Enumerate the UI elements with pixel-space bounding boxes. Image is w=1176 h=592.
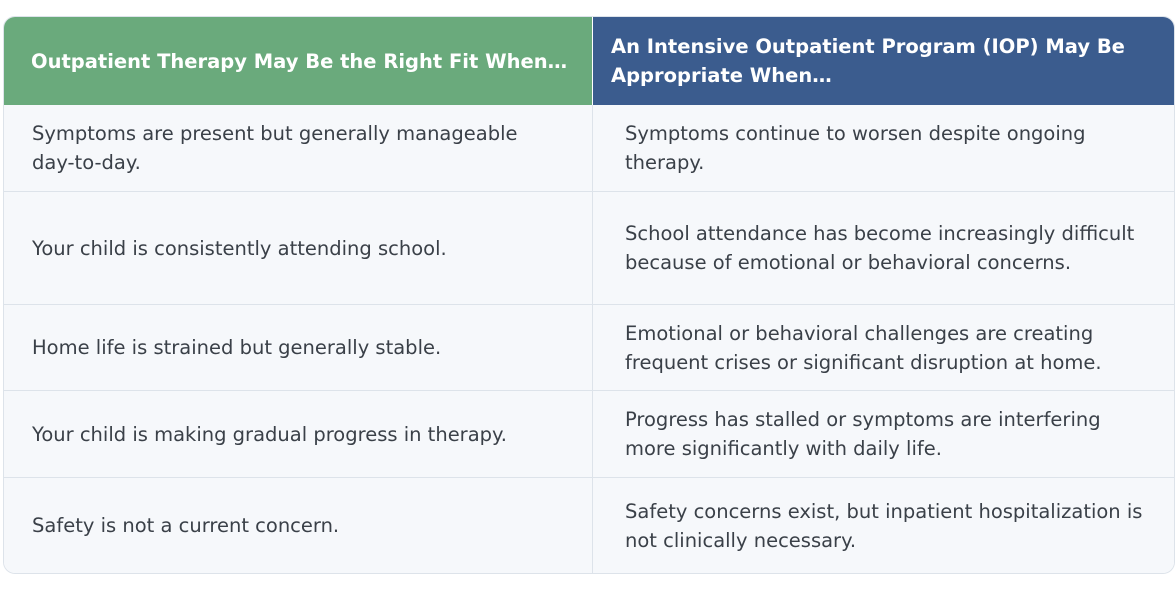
outpatient-header (4, 17, 593, 105)
iop-header (593, 17, 1174, 105)
outpatient-cell-text: Your child is consistently attending school. (32, 236, 447, 260)
outpatient-cell (4, 304, 593, 390)
outpatient-cell (4, 191, 593, 304)
iop-cell-text: School attendance has become increasingly difficult because of emotional or behavioral concerns. (625, 222, 1135, 274)
iop-cell-text: Emotional or behavioral challenges are creating frequent crises or significant disruption at home. (625, 321, 1102, 374)
iop-cell (593, 304, 1174, 390)
iop-header-text: An Intensive Outpatient Program (IOP) May Be Appropriate When… (611, 35, 1125, 87)
iop-cell (593, 390, 1174, 477)
outpatient-cell (4, 390, 593, 477)
iop-cell-text: Progress has stalled or symptoms are interfering more significantly with daily life. (625, 408, 1101, 460)
outpatient-cell-text: Safety is not a current concern. (32, 514, 340, 537)
iop-cell (593, 105, 1174, 191)
outpatient-header-text: Outpatient Therapy May Be the Right Fit When… (31, 49, 568, 73)
iop-cell (593, 191, 1174, 304)
outpatient-cell-text: Home life is strained but generally stable. (32, 336, 442, 359)
comparison-table (3, 16, 1175, 574)
iop-cell-text: Safety concerns exist, but inpatient hospitalization is not clinically necessary. (625, 499, 1143, 552)
outpatient-cell (4, 477, 593, 573)
outpatient-cell-text: Symptoms are present but generally manageable day-to-day. (32, 122, 518, 174)
outpatient-cell (4, 105, 593, 191)
iop-cell (593, 477, 1174, 573)
iop-cell-text: Symptoms continue to worsen despite ongoing therapy. (625, 122, 1086, 174)
outpatient-cell-text: Your child is making gradual progress in therapy. (32, 422, 507, 446)
